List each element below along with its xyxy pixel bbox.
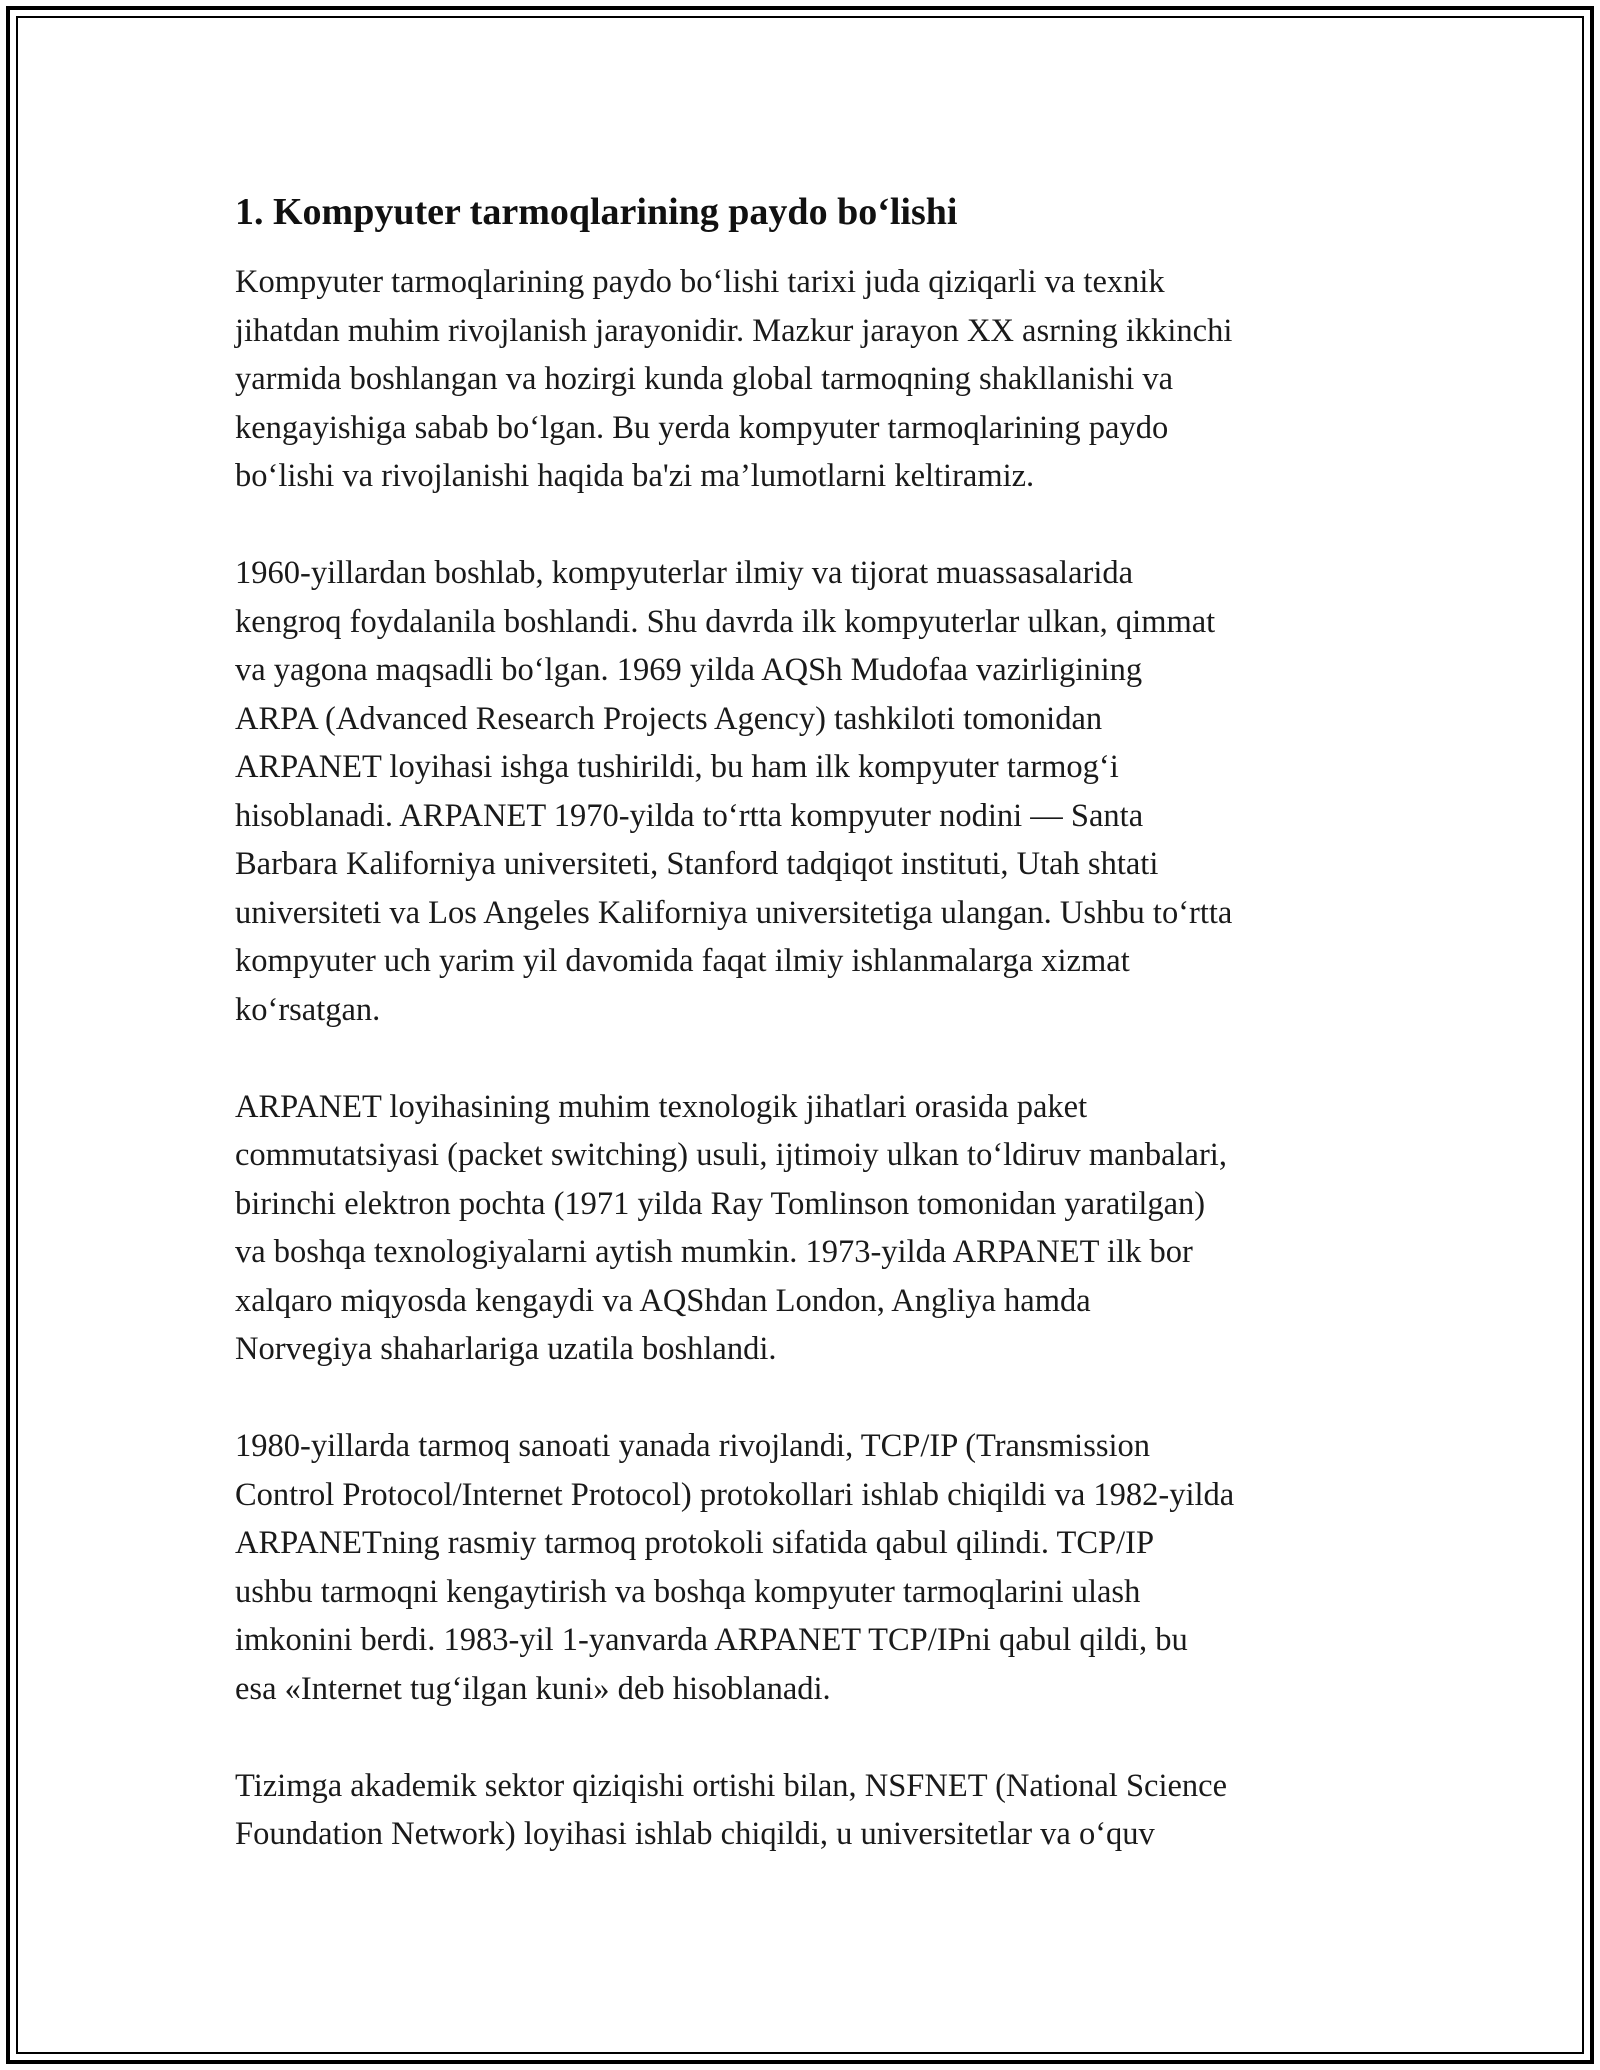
text-line: commutatsiyasi (packet switching) usuli, ijtimoiy ulkan to‘ldiruv manbalari,	[235, 1137, 1227, 1173]
text-line: xalqaro miqyosda kengaydi va AQShdan London, Angliya hamda	[235, 1282, 1091, 1319]
section-heading: 1. Kompyuter tarmoqlarining paydo bo‘lishi	[235, 191, 958, 233]
text-line: universiteti va Los Angeles Kaliforniya universitetiga ulangan. Ushbu to‘rtta	[235, 894, 1233, 931]
text-line: ARPANET loyihasining muhim texnologik jihatlari orasida paket	[235, 1088, 1088, 1125]
text-line: kengroq foydalanila boshlandi. Shu davrda ilk kompyuterlar ulkan, qimmat	[235, 603, 1216, 640]
text-line: bo‘lishi va rivojlanishi haqida ba'zi ma’lumotlarni keltiramiz.	[235, 458, 1035, 494]
text-line: Foundation Network) loyihasi ishlab chiqildi, u universitetlar va o‘quv	[235, 1816, 1155, 1852]
text-line: Barbara Kaliforniya universiteti, Stanford tadqiqot instituti, Utah shtati	[235, 846, 1159, 882]
text-line: birinchi elektron pochta (1971 yilda Ray Tomlinson tomonidan yaratilgan)	[235, 1185, 1206, 1222]
text-line: 1980-yillarda tarmoq sanoati yanada rivojlandi, TCP/IP (Transmission	[235, 1428, 1151, 1464]
text-line: kengayishiga sabab bo‘lgan. Bu yerda kompyuter tarmoqlarining paydo	[235, 409, 1169, 446]
text-line: jihatdan muhim rivojlanish jarayonidir. Mazkur jarayon XX asrning ikkinchi	[235, 312, 1233, 349]
text-line: yarmida boshlangan va hozirgi kunda global tarmoqning shakllanishi va	[235, 361, 1174, 397]
text-line: ARPA (Advanced Research Projects Agency) tashkiloti tomonidan	[235, 700, 1103, 737]
text-line: esa «Internet tug‘ilgan kuni» deb hisoblanadi.	[235, 1670, 831, 1707]
text-line: Norvegiya shaharlariga uzatila boshlandi.	[235, 1331, 777, 1367]
text-line: ARPANETning rasmiy tarmoq protokoli sifatida qabul qilindi. TCP/IP	[235, 1525, 1155, 1561]
paragraph	[235, 1762, 1385, 1859]
document-body	[235, 188, 1385, 1907]
text-line: ARPANET loyihasi ishga tushirildi, bu ham ilk kompyuter tarmog‘i	[235, 749, 1119, 785]
text-line: Control Protocol/Internet Protocol) protokollari ishlab chiqildi va 1982-yilda	[235, 1476, 1235, 1513]
text-line: 1960-yillardan boshlab, kompyuterlar ilmiy va tijorat muassasalarida	[235, 555, 1134, 591]
text-line: ushbu tarmoqni kengaytirish va boshqa kompyuter tarmoqlarini ulash	[235, 1573, 1141, 1610]
paragraph	[235, 1422, 1385, 1713]
text-line: Tizimga akademik sektor qiziqishi ortishi bilan, NSFNET (National Science	[235, 1767, 1228, 1804]
paragraph	[235, 258, 1385, 501]
text-line: ko‘rsatgan.	[235, 991, 381, 1028]
paragraph-container	[235, 258, 1385, 1859]
text-line: kompyuter uch yarim yil davomida faqat ilmiy ishlanmalarga xizmat	[235, 943, 1130, 979]
text-line: va boshqa texnologiyalarni aytish mumkin. 1973-yilda ARPANET ilk bor	[235, 1234, 1193, 1270]
text-line: va yagona maqsadli bo‘lgan. 1969 yilda AQSh Mudofaa vazirligining	[235, 652, 1143, 688]
text-line: Kompyuter tarmoqlarining paydo bo‘lishi tarixi juda qiziqarli va texnik	[235, 264, 1165, 300]
text-line: hisoblanadi. ARPANET 1970-yilda to‘rtta kompyuter nodini — Santa	[235, 797, 1144, 834]
paragraph	[235, 549, 1385, 1034]
text-line: imkonini berdi. 1983-yil 1-yanvarda ARPANET TCP/IPni qabul qildi, bu	[235, 1622, 1188, 1658]
paragraph	[235, 1083, 1385, 1374]
